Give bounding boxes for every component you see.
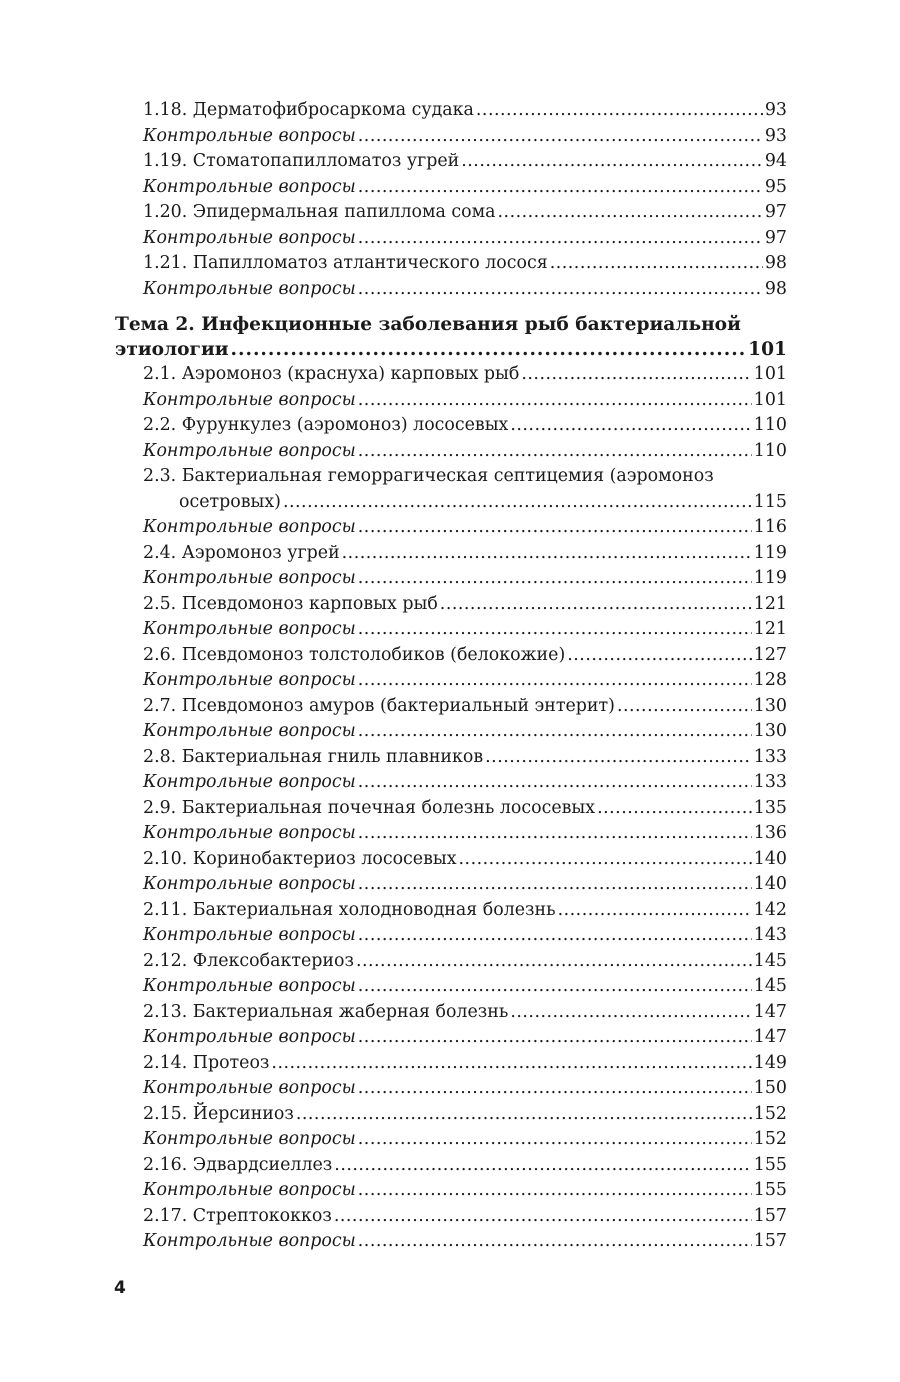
toc-entry-page: 157 (753, 1231, 787, 1251)
toc-entry-page: 140 (753, 874, 787, 894)
dot-leader (358, 515, 752, 541)
toc-entry (115, 745, 787, 771)
toc-entry-page: 97 (764, 227, 787, 248)
toc-entry-title: 2.9. Бактериальная почечная болезнь лососевых (143, 797, 596, 818)
table-of-contents (115, 98, 787, 1255)
toc-entry-page: 155 (753, 1154, 787, 1175)
dot-leader (521, 362, 751, 388)
toc-entry-page: 98 (764, 278, 787, 299)
toc-entry-page: 142 (753, 899, 787, 920)
dot-leader (334, 1204, 752, 1230)
dot-leader (358, 1127, 752, 1153)
toc-entry-page: 93 (764, 125, 787, 146)
toc-entry-title: Контрольные вопросы (143, 1180, 356, 1200)
toc-questions-entry (115, 277, 787, 303)
toc-entry-title: 2.4. Аэромоноз угрей (143, 542, 340, 563)
toc-entry-title: 2.2. Фурункулез (аэромоноз) лососевых (143, 415, 509, 435)
toc-entry-page: 97 (764, 202, 787, 222)
toc-topic-title: Тема 2. Инфекционные заболевания рыб бактериальной (115, 314, 741, 335)
toc-entry-page: 152 (753, 1103, 787, 1124)
toc-entry-title: 1.21. Папилломатоз атлантического лосося (143, 253, 548, 273)
toc-questions-entry (115, 124, 787, 150)
dot-leader (358, 821, 752, 847)
toc-entry-title: 2.17. Стрептококкоз (143, 1205, 332, 1226)
dot-leader (358, 1229, 752, 1255)
dot-leader (358, 974, 752, 1000)
toc-entry-title: 2.8. Бактериальная гниль плавников (143, 746, 484, 767)
toc-questions-entry (115, 821, 787, 847)
toc-questions-entry (115, 1229, 787, 1255)
dot-leader (283, 490, 752, 516)
toc-entry-page: 110 (753, 415, 787, 435)
toc-entry-page: 101 (753, 364, 787, 384)
toc-entry-title: Контрольные вопросы (143, 721, 356, 741)
dot-leader (358, 617, 752, 643)
toc-topic-2 (115, 311, 787, 362)
dot-leader (558, 898, 752, 924)
toc-entry-title: 1.20. Эпидермальная папиллома сома (143, 202, 496, 222)
toc-block-topic2-b (115, 515, 787, 1255)
dot-leader (358, 1025, 752, 1051)
toc-entry-title: 2.1. Аэромоноз (краснуха) карповых рыб (143, 364, 520, 384)
dot-leader (358, 770, 752, 796)
toc-entry-page: 95 (764, 176, 787, 197)
toc-entry-page: 157 (753, 1205, 787, 1226)
toc-entry (115, 98, 787, 124)
toc-entry-title: Контрольные вопросы (143, 619, 356, 639)
toc-questions-entry (115, 617, 787, 643)
toc-questions-entry (115, 515, 787, 541)
dot-leader (440, 592, 752, 618)
toc-entry-title: 2.13. Бактериальная жаберная болезнь (143, 1001, 509, 1022)
page-number: 4 (114, 1278, 126, 1298)
toc-entry-page: 136 (753, 823, 787, 843)
toc-entry-title: Контрольные вопросы (143, 925, 356, 945)
toc-entry-title: Контрольные вопросы (143, 176, 356, 197)
toc-entry-title: 1.18. Дерматофибросаркома судака (143, 100, 474, 120)
toc-block-topic2-a (115, 362, 787, 464)
toc-entry (115, 1102, 787, 1128)
toc-entry-title: 2.14. Протеоз (143, 1052, 270, 1073)
toc-topic-title-cont (115, 338, 787, 362)
dot-leader (550, 251, 763, 277)
toc-entry-page: 127 (753, 644, 787, 665)
toc-entry-title: Контрольные вопросы (143, 517, 356, 537)
dot-leader (358, 124, 763, 150)
toc-entry-title: Контрольные вопросы (143, 670, 356, 690)
toc-entry-page: 115 (753, 491, 787, 512)
toc-entry (115, 413, 787, 439)
toc-entry-title: 2.3. Бактериальная геморрагическая септицемия (аэромоноз (143, 466, 714, 486)
toc-entry-title: Контрольные вопросы (143, 278, 356, 299)
toc-entry-page: 121 (753, 593, 787, 614)
toc-questions-entry (115, 175, 787, 201)
dot-leader (356, 949, 752, 975)
dot-leader (358, 439, 752, 465)
dot-leader (358, 277, 763, 303)
toc-entry-title: Контрольные вопросы (143, 1129, 356, 1149)
toc-entry (115, 592, 787, 618)
toc-entry-page: 145 (753, 976, 787, 996)
toc-entry-title: Контрольные вопросы (143, 976, 356, 996)
toc-entry-title: Контрольные вопросы (143, 440, 356, 461)
toc-entry-title: 2.11. Бактериальная холодноводная болезнь (143, 899, 556, 920)
dot-leader (567, 643, 752, 669)
toc-entry-page: 150 (753, 1078, 787, 1098)
toc-questions-entry (115, 872, 787, 898)
toc-entry (115, 1051, 787, 1077)
toc-entry-title: 2.7. Псевдомоноз амуров (бактериальный энтерит) (143, 695, 615, 716)
toc-entry-page: 128 (753, 670, 787, 690)
dot-leader (358, 1076, 752, 1102)
toc-questions-entry (115, 439, 787, 465)
toc-entry-title: 2.10. Коринобактериоз лососевых (143, 848, 457, 869)
dot-leader (498, 200, 763, 226)
toc-entry (115, 643, 787, 669)
toc-entry-page: 130 (753, 695, 787, 716)
toc-questions-entry (115, 1178, 787, 1204)
toc-entry-title: Контрольные вопросы (143, 125, 356, 146)
dot-leader (510, 1000, 751, 1026)
toc-entry-title: 1.19. Стоматопапилломатоз угрей (143, 151, 460, 171)
toc-entry (115, 200, 787, 226)
toc-entry-page: 119 (753, 542, 787, 563)
dot-leader (461, 149, 763, 175)
toc-entry-title: 2.5. Псевдомоноз карповых рыб (143, 593, 438, 614)
toc-entry-title: Контрольные вопросы (143, 1078, 356, 1098)
toc-entry-page: 135 (753, 797, 787, 818)
toc-entry (115, 251, 787, 277)
toc-entry-page: 133 (753, 746, 787, 767)
toc-entry (115, 847, 787, 873)
toc-entry (115, 149, 787, 175)
toc-entry-title: Контрольные вопросы (143, 772, 356, 792)
toc-entry-page: 149 (753, 1052, 787, 1073)
dot-leader (358, 668, 752, 694)
toc-entry-page: 98 (764, 253, 787, 273)
toc-entry-page: 140 (753, 848, 787, 869)
dot-leader (476, 98, 763, 124)
dot-leader (271, 1051, 751, 1077)
toc-entry-page: 133 (753, 772, 787, 792)
dot-leader (358, 872, 752, 898)
toc-entry-page: 93 (764, 100, 787, 120)
toc-entry (115, 362, 787, 388)
toc-entry-page: 152 (753, 1129, 787, 1149)
toc-entry (115, 541, 787, 567)
dot-leader (342, 541, 752, 567)
toc-entry-title: Контрольные вопросы (143, 568, 356, 588)
dot-leader (334, 1153, 752, 1179)
toc-entry-page: 147 (753, 1027, 787, 1047)
toc-entry-page: 147 (753, 1001, 787, 1022)
toc-entry-title: 2.6. Псевдомоноз толстолобиков (белокожие) (143, 644, 566, 665)
toc-entry-title: 2.12. Флексобактериоз (143, 950, 354, 971)
dot-leader (358, 175, 763, 201)
dot-leader (510, 413, 751, 439)
toc-block-topic1 (115, 98, 787, 302)
toc-questions-entry (115, 388, 787, 414)
toc-entry (115, 898, 787, 924)
toc-entry-title-end: осетровых) (179, 491, 281, 512)
dot-leader (358, 388, 752, 414)
toc-entry-page: 130 (753, 721, 787, 741)
toc-questions-entry (115, 770, 787, 796)
toc-entry-title: Контрольные вопросы (143, 389, 356, 410)
toc-entry-title: Контрольные вопросы (143, 823, 356, 843)
toc-entry-page: 145 (753, 950, 787, 971)
toc-questions-entry (115, 719, 787, 745)
toc-questions-entry (115, 566, 787, 592)
dot-leader (597, 796, 752, 822)
toc-entry-page: 116 (753, 517, 787, 537)
dot-leader (358, 923, 752, 949)
toc-entry-title: Контрольные вопросы (143, 1231, 356, 1251)
dot-leader (358, 226, 763, 252)
dot-leader (358, 566, 752, 592)
toc-entry-title: Контрольные вопросы (143, 874, 356, 894)
dot-leader (358, 1178, 752, 1204)
toc-topic-title-end: этиологии (115, 339, 229, 360)
dot-leader (358, 719, 752, 745)
toc-entry (115, 1204, 787, 1230)
toc-entry (115, 1000, 787, 1026)
toc-entry (115, 694, 787, 720)
toc-entry-page: 94 (764, 151, 787, 171)
toc-entry-page: 110 (753, 440, 787, 461)
toc-entry-title: 2.16. Эдвардсиеллез (143, 1154, 333, 1175)
dot-leader (485, 745, 752, 771)
dot-leader (459, 847, 752, 873)
toc-questions-entry (115, 1127, 787, 1153)
dot-leader (617, 694, 752, 720)
toc-questions-entry (115, 226, 787, 252)
toc-entry-cont (115, 490, 787, 516)
toc-questions-entry (115, 668, 787, 694)
toc-entry-2-3 (115, 464, 787, 515)
toc-entry-title: Контрольные вопросы (143, 227, 356, 248)
toc-entry (115, 949, 787, 975)
toc-questions-entry (115, 1076, 787, 1102)
toc-entry-title: 2.15. Йерсиниоз (143, 1103, 294, 1124)
toc-entry-page: 101 (753, 389, 787, 410)
toc-entry-page: 143 (753, 925, 787, 945)
toc-entry (115, 1153, 787, 1179)
toc-entry-page: 119 (753, 568, 787, 588)
toc-entry-page: 121 (753, 619, 787, 639)
toc-entry-page: 155 (753, 1180, 787, 1200)
toc-entry-title: Контрольные вопросы (143, 1027, 356, 1047)
toc-questions-entry (115, 923, 787, 949)
dot-leader (231, 338, 747, 362)
toc-questions-entry (115, 974, 787, 1000)
toc-questions-entry (115, 1025, 787, 1051)
dot-leader (296, 1102, 752, 1128)
toc-entry (115, 796, 787, 822)
toc-topic-page: 101 (748, 339, 787, 360)
